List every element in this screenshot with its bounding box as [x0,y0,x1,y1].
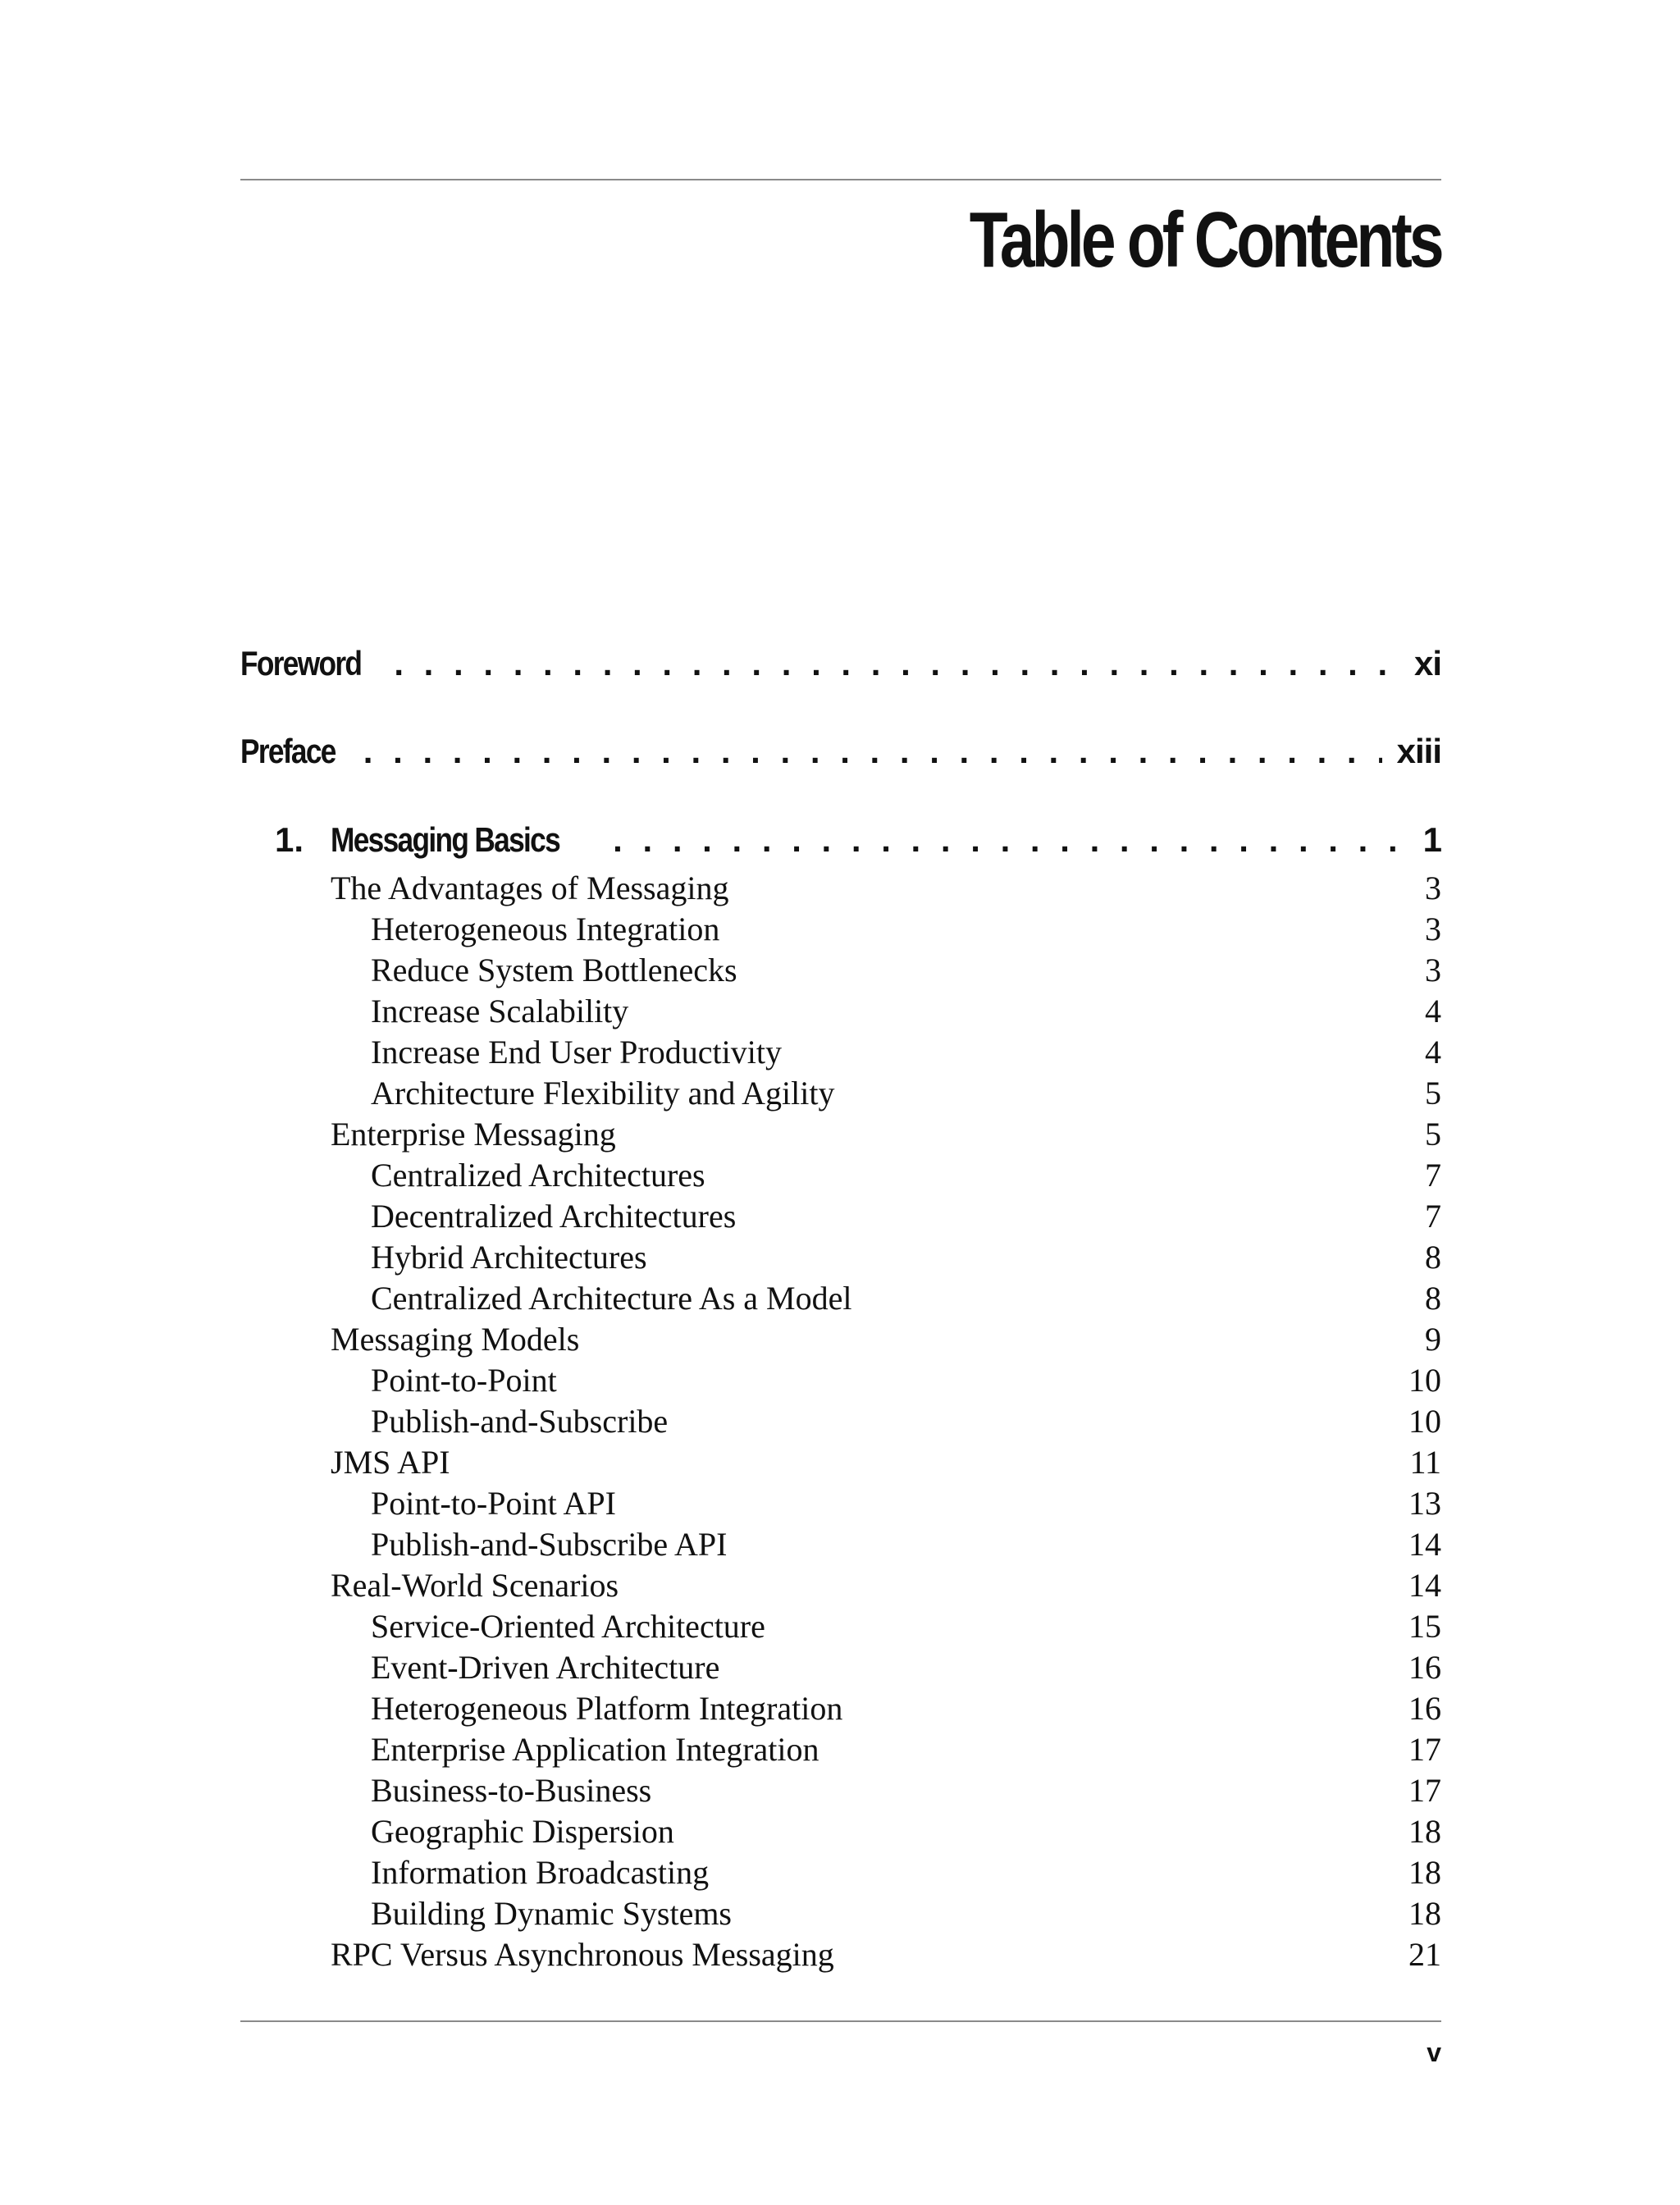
toc-subsection[interactable] [371,1811,1441,1852]
toc-subsection[interactable] [371,1647,1441,1688]
page-title: Table of Contents [970,196,1441,284]
toc-entry-label: Building Dynamic Systems [371,1895,732,1932]
toc-entry-label: Point-to-Point API [371,1485,616,1522]
toc-section[interactable] [331,868,1441,909]
toc-subsection[interactable] [371,1360,1441,1401]
toc-entry-label: Heterogeneous Integration [371,911,720,947]
toc-entry-label: Decentralized Architectures [371,1198,737,1235]
toc-entry-label: RPC Versus Asynchronous Messaging [331,1936,834,1973]
page-folio: v [1427,2038,1441,2067]
toc-entry-page: 14 [1408,1567,1441,1604]
toc-entry-page: 18 [1408,1854,1441,1891]
toc-subsection[interactable] [371,1032,1441,1073]
toc-section[interactable] [331,1934,1441,1975]
toc-entry-label: Architecture Flexibility and Agility [371,1075,835,1112]
toc-entry-page: 7 [1425,1198,1441,1235]
toc-entry-page: 18 [1408,1813,1441,1850]
toc-subsection[interactable] [371,1073,1441,1114]
toc-entry-page: 3 [1425,870,1441,906]
toc-entry-page: 1 [1422,820,1441,859]
toc-entry-page: 3 [1425,911,1441,947]
toc-entry-label: Information Broadcasting [371,1854,710,1891]
chapter-number: 1. [275,820,304,859]
toc-entry-label: Centralized Architectures [371,1157,705,1194]
toc-entry-page: 15 [1408,1608,1441,1645]
toc-entry-page: 18 [1408,1895,1441,1932]
toc-entry-page: 16 [1408,1690,1441,1727]
toc-entry-label: Event-Driven Architecture [371,1649,720,1686]
toc-entry-label: Increase Scalability [371,993,629,1029]
toc-section[interactable] [331,1319,1441,1360]
toc-entry-label: Business-to-Business [371,1772,652,1809]
toc-subsection[interactable] [371,1688,1441,1729]
toc-entry-page: 4 [1425,1034,1441,1071]
toc-entry-preface[interactable] [240,728,1441,774]
toc-subsection[interactable] [371,1606,1441,1647]
toc-subsection[interactable] [371,1237,1441,1278]
toc-entry-page: 10 [1408,1362,1441,1399]
toc-entry-page: 10 [1408,1403,1441,1440]
toc-subsection[interactable] [371,1483,1441,1524]
toc-entry-label: Foreword [240,644,362,682]
toc-entry-page: 4 [1425,993,1441,1029]
dot-leader [613,817,1408,863]
toc-entry-label: Real-World Scenarios [331,1567,619,1604]
toc-entry-label: Enterprise Messaging [331,1116,616,1153]
toc-entry-page: 21 [1408,1936,1441,1973]
toc-entry-label: Point-to-Point [371,1362,557,1399]
toc-section[interactable] [331,1442,1441,1483]
toc-entry-page: 17 [1408,1731,1441,1768]
toc-section[interactable] [331,1565,1441,1606]
toc-entry-label: Heterogeneous Platform Integration [371,1690,843,1727]
toc-entry-label: Publish-and-Subscribe [371,1403,669,1440]
toc-entry-label: Centralized Architecture As a Model [371,1280,852,1317]
toc-entry-label: JMS API [331,1444,450,1481]
toc-subsection[interactable] [371,1278,1441,1319]
toc-entry-page: 16 [1408,1649,1441,1686]
toc-entry-label: Hybrid Architectures [371,1239,647,1276]
toc-subsection[interactable] [371,1524,1441,1565]
toc-entry-label: Preface [240,732,336,770]
toc-entry-page: 5 [1425,1116,1441,1153]
toc-entry-label: Publish-and-Subscribe API [371,1526,728,1563]
toc-entry-page: 3 [1425,952,1441,988]
toc-entry-label: Messaging Models [331,1321,580,1358]
toc-entry-page: 5 [1425,1075,1441,1112]
toc-subsection[interactable] [371,1401,1441,1442]
bottom-rule [240,2020,1441,2022]
toc-entry-foreword[interactable] [240,641,1441,687]
toc-entry-page: 13 [1408,1485,1441,1522]
toc-entry-label: Service-Oriented Architecture [371,1608,765,1645]
toc-entry-label: Reduce System Bottlenecks [371,952,737,988]
toc-subsection[interactable] [371,950,1441,991]
toc-section[interactable] [331,1114,1441,1155]
toc-entry-page: 11 [1409,1444,1441,1481]
toc-entry-label: The Advantages of Messaging [331,870,729,906]
toc-subsection[interactable] [371,1196,1441,1237]
top-rule [240,179,1441,180]
toc-subsection[interactable] [371,1770,1441,1811]
toc-subsection[interactable] [371,1729,1441,1770]
toc-entry-label: Enterprise Application Integration [371,1731,819,1768]
toc-entry-label: Messaging Basics [331,820,560,859]
toc-entry-page: xi [1413,644,1441,682]
toc-entry-label: Geographic Dispersion [371,1813,674,1850]
toc-subsection[interactable] [371,1852,1441,1893]
dot-leader [363,728,1382,774]
toc-subsection[interactable] [371,909,1441,950]
toc-subsection[interactable] [371,1893,1441,1934]
toc-subsection[interactable] [371,991,1441,1032]
toc-entry-page: 14 [1408,1526,1441,1563]
toc-entry-page: 7 [1425,1157,1441,1194]
toc-entry-page: 9 [1425,1321,1441,1358]
toc-entry-page: 8 [1425,1239,1441,1276]
dot-leader [394,641,1399,687]
toc-entry-page: 8 [1425,1280,1441,1317]
toc-entry-page: 17 [1408,1772,1441,1809]
toc-entry-label: Increase End User Productivity [371,1034,782,1071]
toc-entry-page: xiii [1396,732,1441,770]
toc-subsection[interactable] [371,1155,1441,1196]
toc-entry-chapter-1[interactable] [240,817,1441,863]
